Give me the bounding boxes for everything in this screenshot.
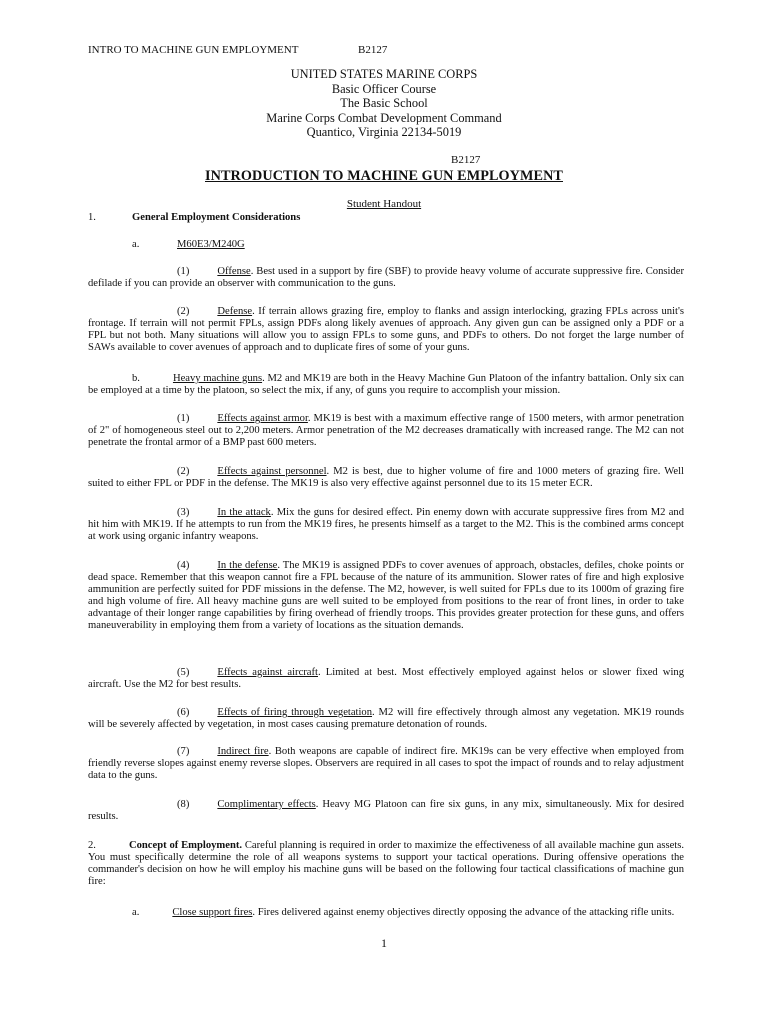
org-line-5: Quantico, Virginia 22134-5019: [306, 125, 462, 140]
paragraph-b-text: . M2 and MK19 are both in the Heavy Machine Gun Platoon of the infantry battalion. Only six can be employed at a time by the platoon, so select the mix, if any, of guns you require to accomplish your mission.: [88, 373, 684, 397]
organization-block: [0, 67, 768, 140]
paragraph-b8: [88, 799, 684, 823]
paragraph-b2-heading: Effects against personnel: [217, 466, 327, 477]
document-code: B2127: [451, 154, 481, 166]
paragraph-b5-text: . Limited at best. Most effectively employed against helos or slower fixed wing aircraft. Use the M2 for best results.: [88, 667, 684, 691]
org-line-2: Basic Officer Course: [331, 81, 437, 96]
paragraph-b7-heading: Indirect fire: [217, 746, 269, 757]
paragraph-b1-number: (1): [177, 413, 190, 424]
paragraph-b8-heading: Complimentary effects: [217, 799, 316, 810]
paragraph-b1-text: . MK19 is best with a maximum effective range of 1500 meters, with armor penetration of 2" of homogeneous steel out to 2,200 meters. Armor penetration of the M2 decreases dramatically with increased range. The M2 can not penetrate the frontal armor of a BMP past 600 meters.: [88, 413, 684, 449]
paragraph-b-heading: Heavy machine guns: [172, 373, 263, 384]
paragraph-b5: [88, 667, 684, 691]
item-a-number: a.: [132, 239, 140, 250]
paragraph-a2: [88, 306, 684, 354]
paragraph-a1-text: . Best used in a support by fire (SBF) to provide heavy volume of accurate suppressive fire. Consider defilade if you can provide an observer with communication to the guns.: [88, 266, 684, 290]
paragraph-b6-text: . M2 will fire effectively through almost any vegetation. MK19 rounds will be severely affected by vegetation, in most cases causing premature detonation of rounds.: [88, 707, 684, 731]
paragraph-b-number: b.: [132, 373, 140, 384]
paragraph-a1-heading: Offense: [217, 266, 251, 277]
paragraph-b1: [88, 413, 684, 449]
running-header-title: INTRO TO MACHINE GUN EMPLOYMENT: [88, 44, 299, 56]
paragraph-section-2: [88, 840, 684, 888]
paragraph-2a-text: . Fires delivered against enemy objectives directly opposing the advance of the attacking rifle units.: [252, 907, 675, 918]
org-line-4: Marine Corps Combat Development Command: [266, 110, 502, 125]
paragraph-b8-text: . Heavy MG Platoon can fire six guns, in any mix, simultaneously. Mix for desired results.: [88, 799, 684, 823]
section-2-heading: Concept of Employment.: [128, 840, 243, 851]
item-a-heading: M60E3/M240G: [177, 239, 245, 250]
paragraph-b7: [88, 746, 684, 782]
paragraph-b6: [88, 707, 684, 731]
paragraph-a2-heading: Defense: [217, 306, 253, 317]
paragraph-a2-text: . If terrain allows grazing fire, employ to flanks and assign interlocking, grazing FPLs across unit's frontage. If terrain will not permit FPLs, assign PDFs along likely avenues of approach. Any given gun can be assigned only a PDF or a FPL but not both. Many situations will allow you to assign FPLs to some guns, and PDFs to others. Do not forget the large number of SAWs available to cover avenues of approach and to duplicate fires of some of your guns.: [88, 306, 684, 354]
org-line-3: The Basic School: [340, 96, 428, 111]
paragraph-b5-number: (5): [177, 667, 190, 678]
page-number: 1: [381, 936, 387, 950]
running-header: [88, 44, 388, 56]
paragraph-b7-number: (7): [177, 746, 190, 757]
paragraph-b5-heading: Effects against aircraft: [217, 667, 318, 678]
paragraph-b4: [88, 560, 684, 633]
paragraph-2a-number: a.: [132, 907, 140, 918]
paragraph-a1: [88, 266, 684, 290]
paragraph-b6-number: (6): [177, 707, 190, 718]
paragraph-b3: [88, 507, 684, 543]
paragraph-a2-number: (2): [177, 306, 190, 317]
paragraph-b7-text: . Both weapons are capable of indirect fire. MK19s can be very effective when employed from friendly reverse slopes against enemy reverse slopes. Observers are required in all cases to spot the impact of rounds and to relay adjustment data to the guns.: [88, 746, 684, 782]
paragraph-b6-heading: Effects of firing through vegetation: [217, 707, 373, 718]
paragraph-b4-number: (4): [177, 560, 190, 571]
paragraph-2a: [88, 907, 684, 919]
paragraph-b4-text: . The MK19 is assigned PDFs to cover avenues of approach, obstacles, defiles, choke points or dead space. Remember that this weapon cannot fire a FPL because of the nature of its ammunition. Slower rates of fire and high explosive ammunition are perfectly suited for PDF missions in the defense. The M2, however, is well suited for FPLs due to its 1000m of grazing fire and high volume of fire. All heavy machine guns are well suited to be employed from positions to the rear of front lines, in order to take advantage of their longer range capabilities by firing overhead of friendly troops. This provides greater protection for these guns, and offers maneuverability in employing them from a variety of locations as the situation demands.: [88, 560, 684, 632]
paragraph-2a-heading: Close support fires: [172, 907, 253, 918]
org-line-1: UNITED STATES MARINE CORPS: [290, 67, 478, 81]
paragraph-b2: [88, 466, 684, 490]
document-title: INTRODUCTION TO MACHINE GUN EMPLOYMENT: [205, 168, 563, 184]
paragraph-a1-number: (1): [177, 266, 190, 277]
document-subtitle: Student Handout: [346, 198, 422, 210]
paragraph-b2-text: . M2 is best, due to higher volume of fire and 1000 meters of grazing fire. Well suited to either FPL or PDF in the defense. The MK19 is also very effective against personnel due to its 15 meter ECR.: [88, 466, 684, 490]
paragraph-b1-heading: Effects against armor: [217, 413, 308, 424]
paragraph-b8-number: (8): [177, 799, 190, 810]
section-2-text: Careful planning is required in order to maximize the effectiveness of all available machine gun assets. You must specifically determine the role of all weapons systems to support your tactical operations. During offensive operations the commander's decision on how he will employ his machine guns will be based on the following four tactical classifications of machine gun fire:: [88, 840, 685, 888]
section-1-heading: General Employment Considerations: [132, 212, 301, 223]
section-1-heading-line: [88, 212, 684, 224]
paragraph-b4-heading: In the defense: [217, 560, 278, 571]
running-header-code: B2127: [358, 44, 388, 56]
section-1-number: 1.: [88, 212, 96, 223]
paragraph-b: [88, 373, 684, 397]
paragraph-b3-text: . Mix the guns for desired effect. Pin enemy down with accurate suppressive fires from M2 and hit him with MK19. If he attempts to run from the MK19 fires, he presents himself as a target to the M2. This is the combined arms concept at work using organic infantry weapons.: [88, 507, 684, 543]
paragraph-b3-number: (3): [177, 507, 190, 518]
paragraph-b3-heading: In the attack: [217, 507, 271, 518]
section-2-number: 2.: [88, 840, 96, 851]
paragraph-b2-number: (2): [177, 466, 190, 477]
